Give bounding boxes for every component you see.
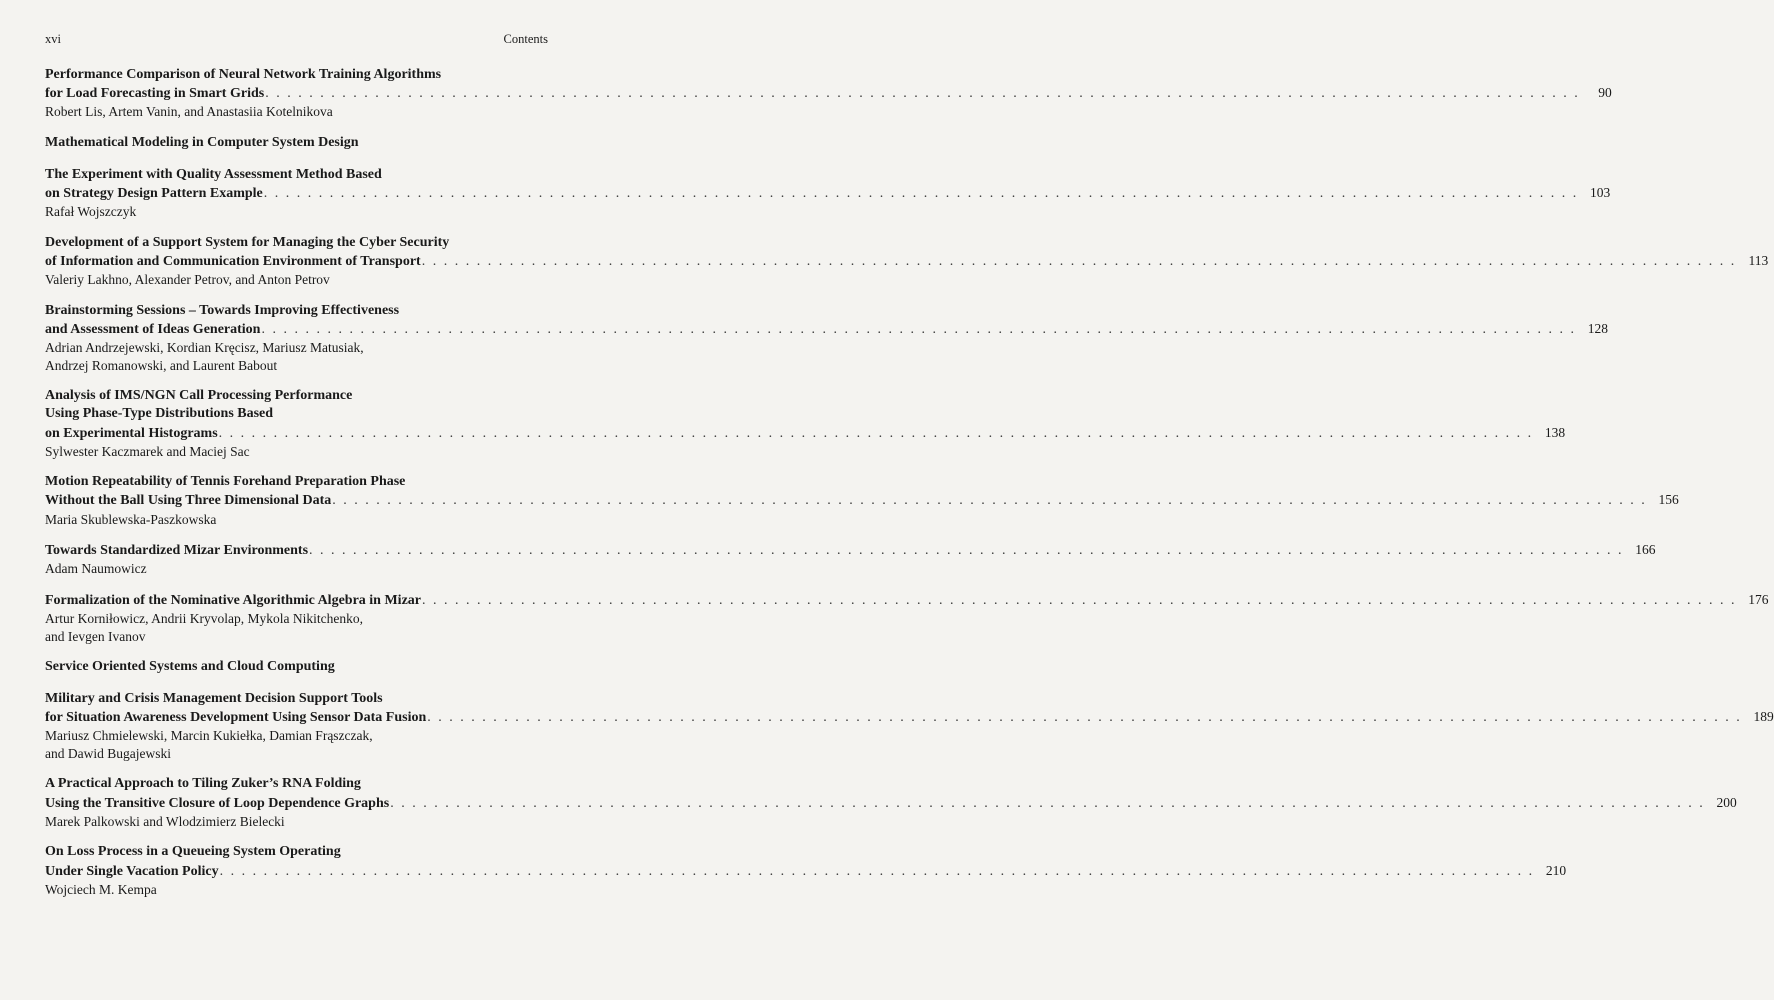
dot-leader: . . . . . . . . . . . . . . . . . . . . . . . . . . . . . . . . . . . . . . . . . . . . . . . . . . . . . . . . . . . . . . . . . . . . . . . . . . . . . . . . . . . . . . . . . . . . . . . . . . . . . . . . . . . . . . . . . . . . . . . . bbox=[218, 425, 1534, 441]
entry-title-line: for Load Forecasting in Smart Grids bbox=[45, 86, 265, 102]
entry-title-line: Analysis of IMS/NGN Call Processing Performance bbox=[45, 388, 353, 404]
dot-leader: . . . . . . . . . . . . . . . . . . . . . . . . . . . . . . . . . . . . . . . . . . . . . . . . . . . . . . . . . . . . . . . . . . . . . . . . . . . . . . . . . . . . . . . . . . . . . . . . . . . . . . . . . . . . . . . . . . . . . . . . bbox=[422, 592, 1737, 608]
entry-authors-line: Robert Lis, Artem Vanin, and Anastasiia Kotelnikova bbox=[45, 104, 333, 120]
entry-title-row bbox=[45, 491, 1679, 510]
entry-title-line: Military and Crisis Management Decision Support Tools bbox=[45, 691, 383, 707]
entry-authors-line: Valeriy Lakhno, Alexander Petrov, and Anton Petrov bbox=[45, 272, 330, 288]
dot-leader: . . . . . . . . . . . . . . . . . . . . . . . . . . . . . . . . . . . . . . . . . . . . . . . . . . . . . . . . . . . . . . . . . . . . . . . . . . . . . . . . . . . . . . . . . . . . . . . . . . . . . . . . . . . . . . . . . . . . . . . . bbox=[263, 186, 1579, 202]
entry-title-row bbox=[45, 84, 1612, 103]
entry-title-line: The Experiment with Quality Assessment Method Based bbox=[45, 166, 382, 182]
toc-entry[interactable] bbox=[45, 775, 1737, 830]
running-head bbox=[45, 32, 548, 47]
entry-authors-line: and Dawid Bugajewski bbox=[45, 745, 171, 761]
entry-authors-line: Marek Palkowski and Wlodzimierz Bielecki bbox=[45, 813, 285, 829]
toc-entry[interactable] bbox=[45, 591, 1769, 645]
entry-title-row bbox=[45, 541, 1656, 560]
entry-authors-line: Sylwester Kaczmarek and Maciej Sac bbox=[45, 443, 250, 459]
entry-page-number: 103 bbox=[1590, 185, 1611, 201]
dot-leader: . . . . . . . . . . . . . . . . . . . . . . . . . . . . . . . . . . . . . . . . . . . . . . . . . . . . . . . . . . . . . . . . . . . . . . . . . . . . . . . . . . . . . . . . . . . . . . . . . . . . . . . . . . . . . . . . . . . . . . . . bbox=[390, 795, 1705, 811]
entry-authors-line: Adrian Andrzejewski, Kordian Kręcisz, Mariusz Matusiak, bbox=[45, 340, 364, 356]
entry-title-line: Formalization of the Nominative Algorithmic Algebra in Mizar bbox=[45, 592, 421, 608]
entry-title-line: Motion Repeatability of Tennis Forehand Preparation Phase bbox=[45, 474, 406, 490]
entry-title-line: Towards Standardized Mizar Environments bbox=[45, 543, 309, 559]
entry-page-number: 176 bbox=[1748, 591, 1769, 607]
toc-entry[interactable] bbox=[45, 302, 1608, 374]
entry-title-row bbox=[45, 252, 1769, 271]
entry-authors-line: Wojciech M. Kempa bbox=[45, 881, 157, 897]
entry-page-number: 128 bbox=[1587, 320, 1608, 336]
entry-title-line: on Strategy Design Pattern Example bbox=[45, 186, 263, 202]
entry-title-row bbox=[45, 862, 1567, 881]
entry-title-row bbox=[45, 320, 1608, 339]
toc-entry[interactable] bbox=[45, 387, 1566, 460]
entry-page-number: 113 bbox=[1748, 253, 1769, 269]
entry-authors-line: Mariusz Chmielewski, Marcin Kukiełka, Damian Frąszczak, bbox=[45, 728, 373, 744]
entry-title-line: Performance Comparison of Neural Network Training Algorithms bbox=[45, 67, 442, 82]
toc-entry[interactable] bbox=[45, 234, 1769, 289]
toc-entry[interactable] bbox=[45, 473, 1679, 528]
entry-page-number: 90 bbox=[1598, 85, 1612, 101]
section-label: Contents bbox=[503, 32, 548, 46]
entry-title-line: on Experimental Histograms bbox=[45, 425, 218, 441]
entry-title-line: and Assessment of Ideas Generation bbox=[45, 321, 261, 337]
entry-title-line: for Situation Awareness Development Using Sensor Data Fusion bbox=[45, 710, 427, 726]
entry-title-line: Using Phase-Type Distributions Based bbox=[45, 406, 274, 422]
table-of-contents bbox=[45, 66, 1774, 911]
entry-title-row bbox=[45, 794, 1737, 813]
section-heading: Mathematical Modeling in Computer System Design bbox=[45, 134, 359, 150]
toc-entry[interactable] bbox=[45, 66, 1612, 121]
entry-authors-line: Adam Naumowicz bbox=[45, 561, 147, 577]
entry-authors-line: Rafał Wojszczyk bbox=[45, 204, 137, 220]
entry-title-line: Using the Transitive Closure of Loop Dependence Graphs bbox=[45, 795, 390, 811]
entry-page-number: 200 bbox=[1716, 794, 1737, 810]
entry-title-row bbox=[45, 708, 1774, 727]
dot-leader: . . . . . . . . . . . . . . . . . . . . . . . . . . . . . . . . . . . . . . . . . . . . . . . . . . . . . . . . . . . . . . . . . . . . . . . . . . . . . . . . . . . . . . . . . . . . . . . . . . . . . . . . . . . . . . . . . . . . . . . . bbox=[309, 543, 1624, 559]
entry-page-number: 210 bbox=[1545, 862, 1567, 878]
entry-authors-line: and Ievgen Ivanov bbox=[45, 628, 146, 644]
toc-entry[interactable] bbox=[45, 843, 1567, 898]
entry-title-row bbox=[45, 591, 1769, 610]
toc-entry[interactable] bbox=[45, 166, 1611, 221]
dot-leader: . . . . . . . . . . . . . . . . . . . . . . . . . . . . . . . . . . . . . . . . . . . . . . . . . . . . . . . . . . . . . . . . . . . . . . . . . . . . . . . . . . . . . . . . . . . . . . . . . . . . . . . . . . . . . . . . . . . . . . . . bbox=[332, 493, 1647, 509]
entry-title-line: Without the Ball Using Three Dimensional Data bbox=[45, 493, 332, 509]
dot-leader: . . . . . . . . . . . . . . . . . . . . . . . . . . . . . . . . . . . . . . . . . . . . . . . . . . . . . . . . . . . . . . . . . . . . . . . . . . . . . . . . . . . . . . . . . . . . . . . . . . . . . . . . . . . . . . . . . . . . . . . . bbox=[421, 254, 1737, 270]
entry-title-line: Under Single Vacation Policy bbox=[45, 863, 219, 879]
entry-title-row bbox=[45, 184, 1611, 203]
entry-page-number: 166 bbox=[1635, 542, 1656, 558]
section-heading: Service Oriented Systems and Cloud Computing bbox=[45, 659, 335, 675]
entry-title-line: Brainstorming Sessions – Towards Improving Effectiveness bbox=[45, 302, 400, 318]
entry-title-line: On Loss Process in a Queueing System Operating bbox=[45, 844, 341, 860]
entry-title-line: A Practical Approach to Tiling Zuker’s RNA Folding bbox=[45, 776, 361, 792]
dot-leader: . . . . . . . . . . . . . . . . . . . . . . . . . . . . . . . . . . . . . . . . . . . . . . . . . . . . . . . . . . . . . . . . . . . . . . . . . . . . . . . . . . . . . . . . . . . . . . . . . . . . . . . . . . . . . . . . . . . . . . . . bbox=[265, 86, 1580, 102]
dot-leader: . . . . . . . . . . . . . . . . . . . . . . . . . . . . . . . . . . . . . . . . . . . . . . . . . . . . . . . . . . . . . . . . . . . . . . . . . . . . . . . . . . . . . . . . . . . . . . . . . . . . . . . . . . . . . . . . . . . . . . . . bbox=[219, 863, 1535, 879]
entry-authors-line: Maria Skublewska-Paszkowska bbox=[45, 511, 217, 527]
entry-title-line: of Information and Communication Environment of Transport bbox=[45, 254, 421, 270]
page-number-label: xvi bbox=[45, 32, 61, 46]
entry-page-number: 138 bbox=[1544, 424, 1566, 440]
toc-entry[interactable] bbox=[45, 541, 1656, 578]
entry-page-number: 156 bbox=[1658, 492, 1679, 508]
dot-leader: . . . . . . . . . . . . . . . . . . . . . . . . . . . . . . . . . . . . . . . . . . . . . . . . . . . . . . . . . . . . . . . . . . . . . . . . . . . . . . . . . . . . . . . . . . . . . . . . . . . . . . . . . . . . . . . . . . . . . . . . bbox=[261, 321, 1576, 337]
toc-entry[interactable] bbox=[45, 690, 1774, 762]
entry-page-number: 189 bbox=[1753, 709, 1774, 725]
entry-authors-line: Artur Korniłowicz, Andrii Kryvolap, Mykola Nikitchenko, bbox=[45, 611, 363, 627]
entry-authors-line: Andrzej Romanowski, and Laurent Babout bbox=[45, 357, 278, 373]
entry-title-line: Development of a Support System for Managing the Cyber Security bbox=[45, 234, 450, 250]
dot-leader: . . . . . . . . . . . . . . . . . . . . . . . . . . . . . . . . . . . . . . . . . . . . . . . . . . . . . . . . . . . . . . . . . . . . . . . . . . . . . . . . . . . . . . . . . . . . . . . . . . . . . . . . . . . . . . . . . . . . . . . . bbox=[427, 710, 1742, 726]
entry-title-row bbox=[45, 424, 1566, 443]
